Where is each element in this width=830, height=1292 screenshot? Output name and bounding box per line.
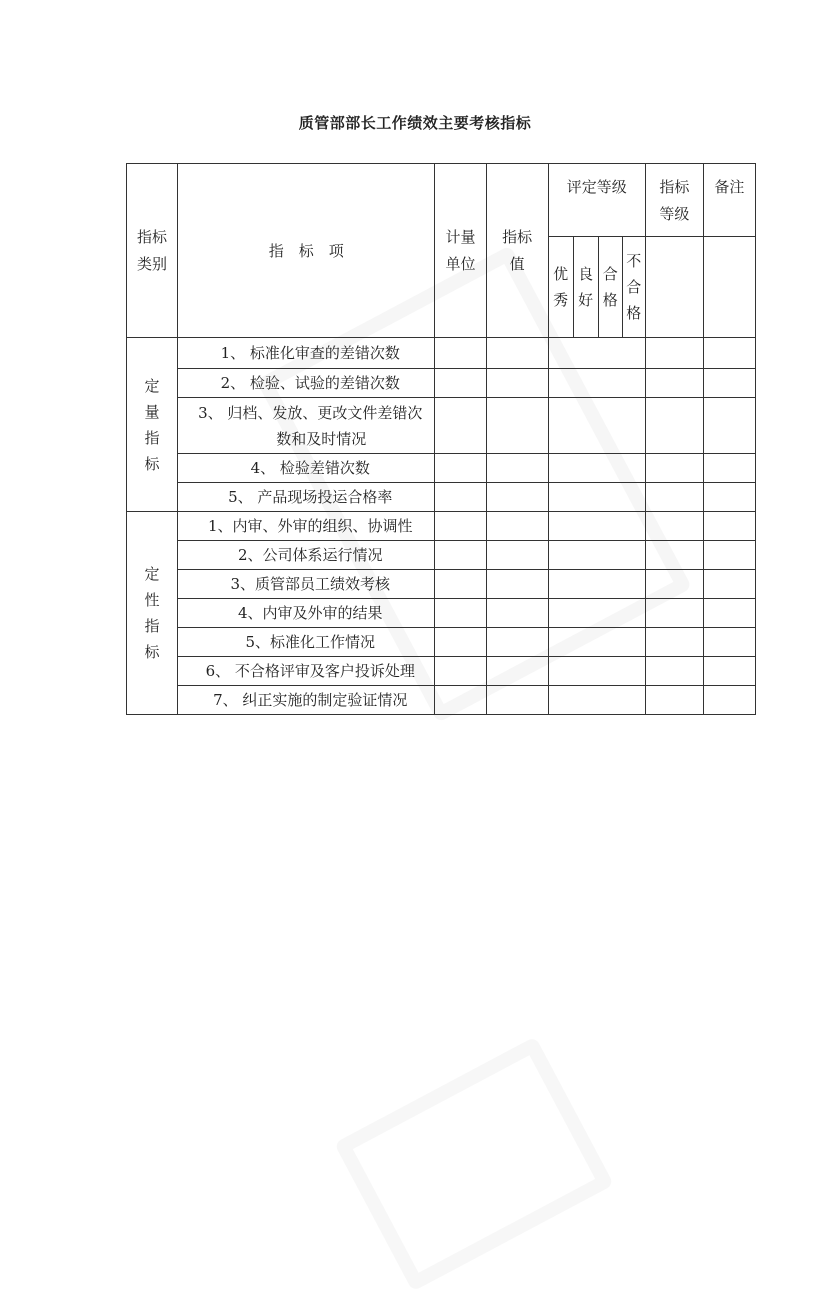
list-item: 4、 检验差错次数 (178, 454, 435, 483)
table-row (127, 338, 756, 369)
list-item: 1、 标准化审查的差错次数 (178, 338, 435, 369)
group-quantitative: 定 量 指 标 (127, 338, 178, 512)
list-item: 3、质管部员工绩效考核 (178, 570, 435, 599)
table-row (127, 686, 756, 715)
rating-excellent: 优 秀 (548, 237, 573, 338)
rating-fail: 不 合 格 (622, 237, 645, 338)
table-row (127, 541, 756, 570)
list-item: 1、内审、外审的组织、协调性 (178, 512, 435, 541)
table-row (127, 570, 756, 599)
table-row (127, 369, 756, 398)
kpi-table (126, 163, 756, 715)
table-row (127, 512, 756, 541)
list-item: 6、 不合格评审及客户投诉处理 (178, 657, 435, 686)
page-title: 质管部部长工作绩效主要考核指标 (298, 114, 532, 132)
list-item: 4、内审及外审的结果 (178, 599, 435, 628)
header-category: 指标 类别 (127, 164, 178, 338)
watermark (334, 1036, 614, 1291)
table-row (127, 483, 756, 512)
table-row (127, 599, 756, 628)
list-item: 5、 产品现场投运合格率 (178, 483, 435, 512)
header-row (127, 164, 756, 237)
header-item: 指 标 项 (178, 164, 435, 338)
table-row (127, 657, 756, 686)
table-row (127, 628, 756, 657)
header-remark: 备注 (703, 164, 755, 237)
list-item: 5、标准化工作情况 (178, 628, 435, 657)
remark-cell (703, 237, 755, 338)
header-level: 指标 等级 (645, 164, 703, 237)
rating-pass: 合 格 (598, 237, 622, 338)
header-rating: 评定等级 (548, 164, 645, 237)
rating-good: 良 好 (573, 237, 598, 338)
group-qualitative: 定 性 指 标 (127, 512, 178, 715)
list-item: 2、公司体系运行情况 (178, 541, 435, 570)
header-unit: 计量 单位 (435, 164, 486, 338)
level-cell (645, 237, 703, 338)
table-row (127, 454, 756, 483)
list-item: 3、 归档、发放、更改文件差错次 数和及时情况 (178, 398, 435, 454)
table-row (127, 398, 756, 454)
header-value: 指标 值 (486, 164, 548, 338)
list-item: 2、 检验、试验的差错次数 (178, 369, 435, 398)
list-item: 7、 纠正实施的制定验证情况 (178, 686, 435, 715)
